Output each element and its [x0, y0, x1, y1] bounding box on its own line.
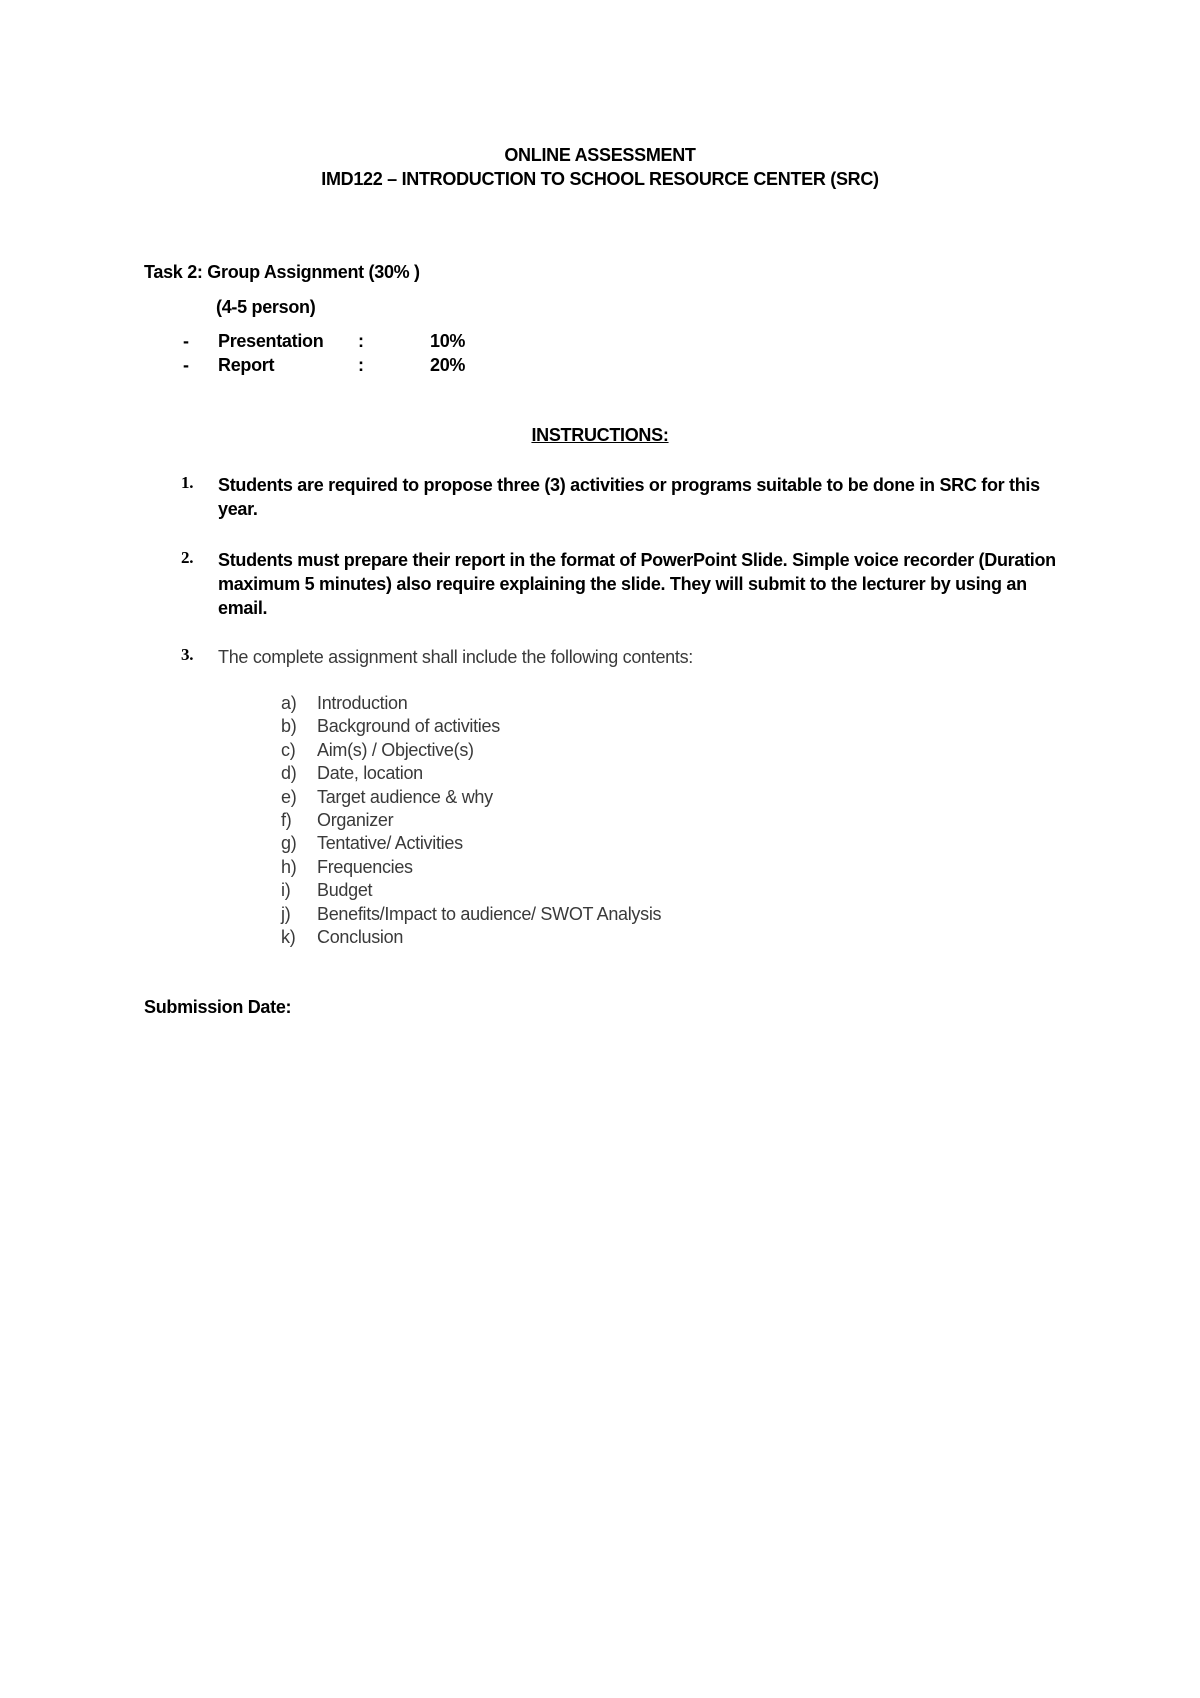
- list-text: Introduction: [317, 693, 408, 713]
- list-item: [0, 715, 1200, 738]
- list-text: Organizer: [317, 809, 394, 830]
- list-item: [0, 809, 1200, 832]
- mark-value: 10%: [430, 331, 466, 351]
- list-item: [0, 856, 1200, 879]
- list-text: Conclusion: [317, 926, 404, 947]
- document-title: ONLINE ASSESSMENT: [504, 145, 696, 165]
- item-text: Students must prepare their report in the format of PowerPoint Slide. Simple voice recorder (Duration maximum 5 minutes) also require explaining the slide. They will submit to the lecturer by using an email.: [218, 550, 1056, 618]
- mark-label: Report: [218, 355, 275, 375]
- item-text: Students are required to propose three (3) activities or programs suitable to be done in SRC for this year.: [218, 475, 1040, 519]
- list-letter: e): [281, 786, 297, 807]
- bullet-dash: -: [183, 331, 189, 351]
- list-text: Target audience & why: [317, 786, 493, 807]
- list-text: Budget: [317, 880, 373, 901]
- list-item: [0, 692, 1200, 715]
- list-item: [0, 739, 1200, 762]
- mark-label: Presentation: [218, 331, 324, 351]
- list-item: [0, 879, 1200, 902]
- list-letter: h): [281, 856, 297, 877]
- list-item: [0, 786, 1200, 809]
- item-number: 3.: [181, 645, 194, 664]
- contents-list: [0, 692, 1200, 949]
- list-item: [0, 926, 1200, 949]
- instructions-heading: INSTRUCTIONS:: [531, 425, 669, 445]
- bullet-dash: -: [183, 355, 189, 375]
- list-letter: b): [281, 716, 297, 737]
- list-text: Aim(s) / Objective(s): [317, 739, 474, 760]
- list-letter: d): [281, 763, 297, 784]
- list-letter: i): [281, 880, 291, 901]
- list-text: Background of activities: [317, 716, 500, 737]
- mark-row-report: [0, 355, 1200, 379]
- mark-value: 20%: [430, 355, 466, 375]
- group-size: (4-5 person): [216, 297, 316, 317]
- item-number: 1.: [181, 473, 194, 492]
- list-letter: c): [281, 739, 296, 760]
- item-text: The complete assignment shall include the following contents:: [218, 647, 693, 667]
- list-letter: g): [281, 833, 297, 854]
- submission-date-label: Submission Date:: [144, 997, 292, 1017]
- list-item: [0, 903, 1200, 926]
- list-text: Benefits/Impact to audience/ SWOT Analysis: [317, 903, 662, 924]
- list-text: Frequencies: [317, 856, 413, 877]
- course-title: IMD122 – INTRODUCTION TO SCHOOL RESOURCE CENTER (SRC): [321, 169, 879, 189]
- list-item: [0, 832, 1200, 855]
- mark-colon: :: [358, 331, 364, 351]
- mark-colon: :: [358, 355, 364, 375]
- list-item: [0, 762, 1200, 785]
- list-text: Date, location: [317, 763, 423, 784]
- task-title: Task 2: Group Assignment (30% ): [144, 262, 420, 282]
- item-number: 2.: [181, 548, 194, 567]
- list-text: Tentative/ Activities: [317, 833, 463, 854]
- list-letter: a): [281, 693, 297, 713]
- list-letter: k): [281, 926, 296, 947]
- mark-row-presentation: [0, 331, 1200, 355]
- list-letter: j): [281, 903, 291, 924]
- list-letter: f): [281, 809, 292, 830]
